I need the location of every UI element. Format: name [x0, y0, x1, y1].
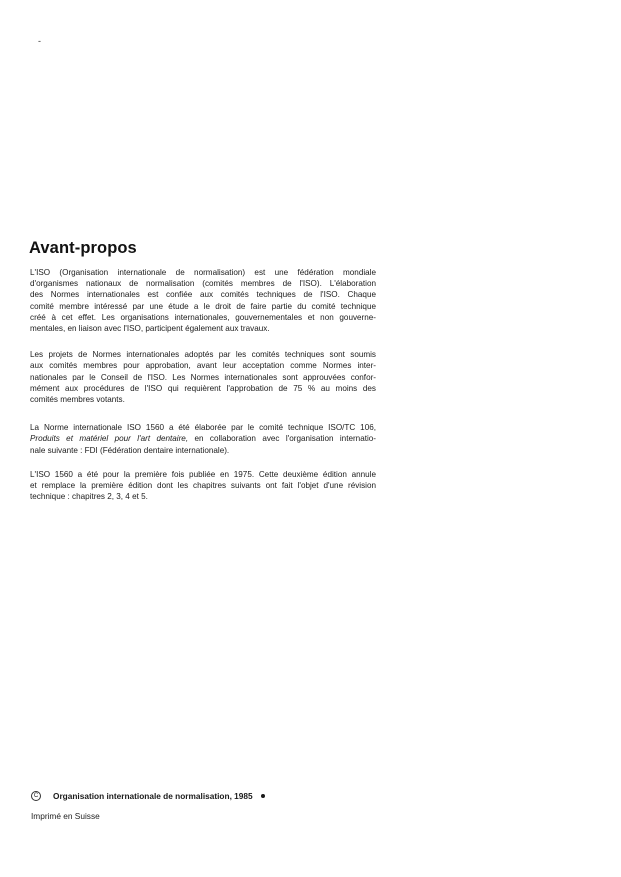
bullet-icon	[261, 794, 265, 798]
paragraph-line: créé à cet effet. Les organisations internationales, gouvernementales et non gouverne-	[30, 312, 376, 322]
paragraph-line: et remplace la première édition dont les chapitres suivants ont fait l'objet d'une révision	[30, 481, 376, 491]
paragraph-line: La Norme internationale ISO 1560 a été élaborée par le comité technique ISO/TC 106,	[30, 423, 376, 433]
paragraph-line: nationales par le Conseil de l'ISO. Les Normes internationales sont approuvées confor-	[30, 372, 376, 382]
paragraph-line: mément aux procédures de l'ISO qui requièrent l'approbation de 75 % au moins des	[30, 383, 376, 393]
paragraph-line: L'ISO 1560 a été pour la première fois publiée en 1975. Cette deuxième édition annule	[30, 469, 376, 479]
paragraph-line: Les projets de Normes internationales adoptés par les comités techniques sont soumis	[30, 350, 376, 360]
paragraph-line-rest: en collaboration avec l'organisation internatio-	[188, 434, 376, 444]
paragraph-edition	[30, 469, 376, 503]
copyright-icon: C	[31, 791, 41, 801]
paragraph-line: d'organismes nationaux de normalisation (comités membres de l'ISO). L'élaboration	[30, 279, 376, 289]
paragraph-line	[30, 433, 376, 444]
paragraph-iso-intro	[30, 267, 376, 334]
paragraph-approval	[30, 349, 376, 405]
page-title: Avant-propos	[29, 239, 137, 257]
paragraph-line: L'ISO (Organisation internationale de normalisation) est une fédération mondiale	[30, 268, 376, 277]
committee-title: Produits et matériel pour l'art dentaire,	[30, 434, 189, 444]
paragraph-iso-1560	[30, 422, 376, 456]
paragraph-line: technique : chapitres 2, 3, 4 et 5.	[30, 492, 148, 502]
paragraph-line: comité membre intéressé par une étude a le droit de faire partie du comité technique	[30, 301, 376, 311]
corner-mark: -	[38, 36, 41, 46]
paragraph-line: comités membres votants.	[30, 395, 125, 405]
paragraph-line: mentales, en liaison avec l'ISO, participent également aux travaux.	[30, 324, 270, 334]
paragraph-line: aux comités membres pour approbation, avant leur acceptation comme Normes inter-	[30, 361, 376, 371]
foreword-body	[30, 267, 376, 516]
copyright-line	[31, 791, 265, 801]
paragraph-line: des Normes internationales est confiée aux comités techniques de l'ISO. Chaque	[30, 290, 376, 300]
imprint-text: Imprimé en Suisse	[31, 811, 100, 821]
copyright-text: Organisation internationale de normalisation, 1985	[53, 791, 253, 801]
paragraph-line: nale suivante : FDI (Fédération dentaire internationale).	[30, 445, 230, 455]
